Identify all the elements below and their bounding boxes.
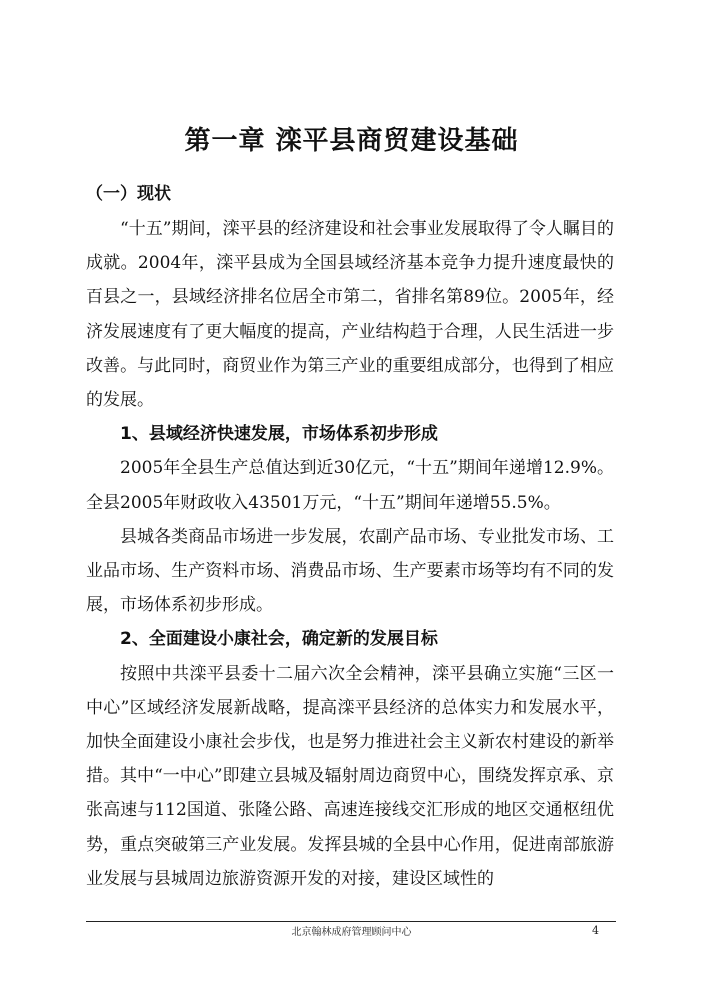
footer-divider: [86, 921, 616, 922]
paragraph: 2005年全县生产总值达到近30亿元，“十五”期间年递增12.9%。全县2005年财政收入43501万元，“十五”期间年递增55.5%。: [86, 458, 614, 513]
subsection-heading: 2、全面建设小康社会，确定新的发展目标: [120, 629, 438, 650]
paragraph: 按照中共滦平县委十二届六次全会精神，滦平县确立实施“三区一中心”区域经济发展新战略，提高滦平县经济的总体实力和发展水平，加快全面建设小康社会步伐，也是努力推进社会主义新农村建设的新举措。其中“一中心”即建立县城及辐射周边商贸中心，围绕发挥京承、京张高速与112国道、张隆公路、高速连接线交汇形成的地区交通枢纽优势，重点突破第三产业发展。发挥县城的全县中心作用，促进南部旅游业发展与县城周边旅游资源开发的对接，建设区域性的: [86, 663, 614, 889]
page-number: 4: [592, 924, 599, 937]
chapter-title: 第一章 滦平县商贸建设基础: [184, 126, 519, 156]
section-heading: （一）现状: [86, 184, 171, 204]
subsection-heading: 1、县域经济快速发展，市场体系初步形成: [120, 424, 438, 445]
paragraph: “十五”期间，滦平县的经济建设和社会事业发展取得了令人瞩目的成就。2004年，滦平县成为全国县域经济基本竞争力提升速度最快的百县之一，县域经济排名位居全市第二，省排名第89位。2005年，经济发展速度有了更大幅度的提高，产业结构趋于合理，人民生活进一步改善。与此同时，商贸业作为第三产业的重要组成部分，也得到了相应的发展。: [86, 219, 614, 411]
paragraph: 县城各类商品市场进一步发展，农副产品市场、专业批发市场、工业品市场、生产资料市场、消费品市场、生产要素市场等均有不同的发展，市场体系初步形成。: [86, 526, 614, 616]
document-body: [86, 212, 614, 896]
footer-org: 北京翰林成府管理顾问中心: [291, 927, 412, 938]
